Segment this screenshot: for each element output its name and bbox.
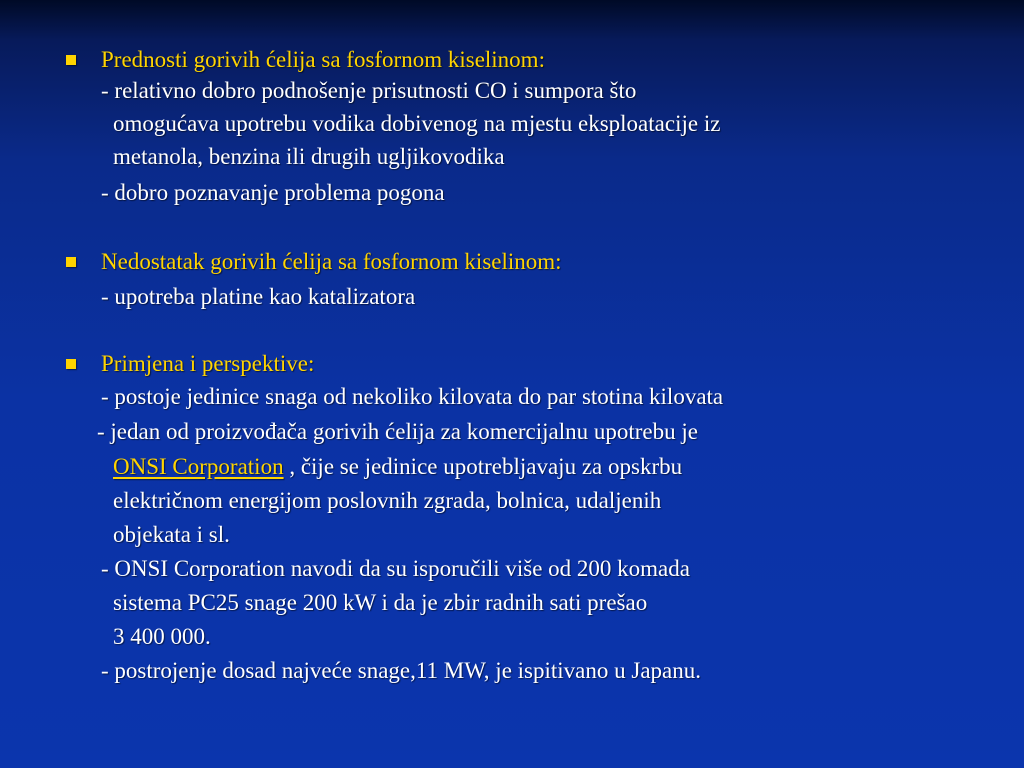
text-line: električnom energijom poslovnih zgrada, bolnica, udaljenih (113, 488, 662, 513)
text-line: sistema PC25 snage 200 kW i da je zbir radnih sati prešao (113, 590, 648, 615)
text-line: - relativno dobro podnošenje prisutnosti CO i sumpora što (101, 78, 637, 103)
text-line: - postrojenje dosad najveće snage,11 MW, je ispitivano u Japanu. (101, 658, 701, 683)
heading-prednosti: Prednosti gorivih ćelija sa fosfornom kiselinom: (101, 47, 545, 72)
text-line: - jedan od proizvođača gorivih ćelija za komercijalnu upotrebu je (97, 419, 698, 444)
text-line: metanola, benzina ili drugih ugljikovodika (113, 144, 505, 169)
text-line: - ONSI Corporation navodi da su isporučili više od 200 komada (101, 556, 690, 581)
bullet-square-icon (66, 55, 76, 65)
text-line: - dobro poznavanje problema pogona (101, 180, 445, 205)
onsi-corporation-link[interactable]: ONSI Corporation (113, 454, 284, 479)
heading-primjena: Primjena i perspektive: (101, 351, 315, 376)
text-fragment: , čije se jedinice upotrebljavaju za opskrbu (289, 454, 683, 479)
text-line: 3 400 000. (113, 624, 211, 649)
text-line: - postoje jedinice snaga od nekoliko kilovata do par stotina kilovata (101, 384, 724, 409)
text-line: - upotreba platine kao katalizatora (101, 284, 416, 309)
heading-nedostatak: Nedostatak gorivih ćelija sa fosfornom kiselinom: (101, 249, 562, 274)
bullet-square-icon (66, 359, 76, 369)
text-line: omogućava upotrebu vodika dobivenog na mjestu eksploatacije iz (113, 111, 721, 136)
bullet-square-icon (66, 257, 76, 267)
text-line-with-link (113, 453, 682, 481)
text-line: objekata i sl. (113, 522, 230, 547)
